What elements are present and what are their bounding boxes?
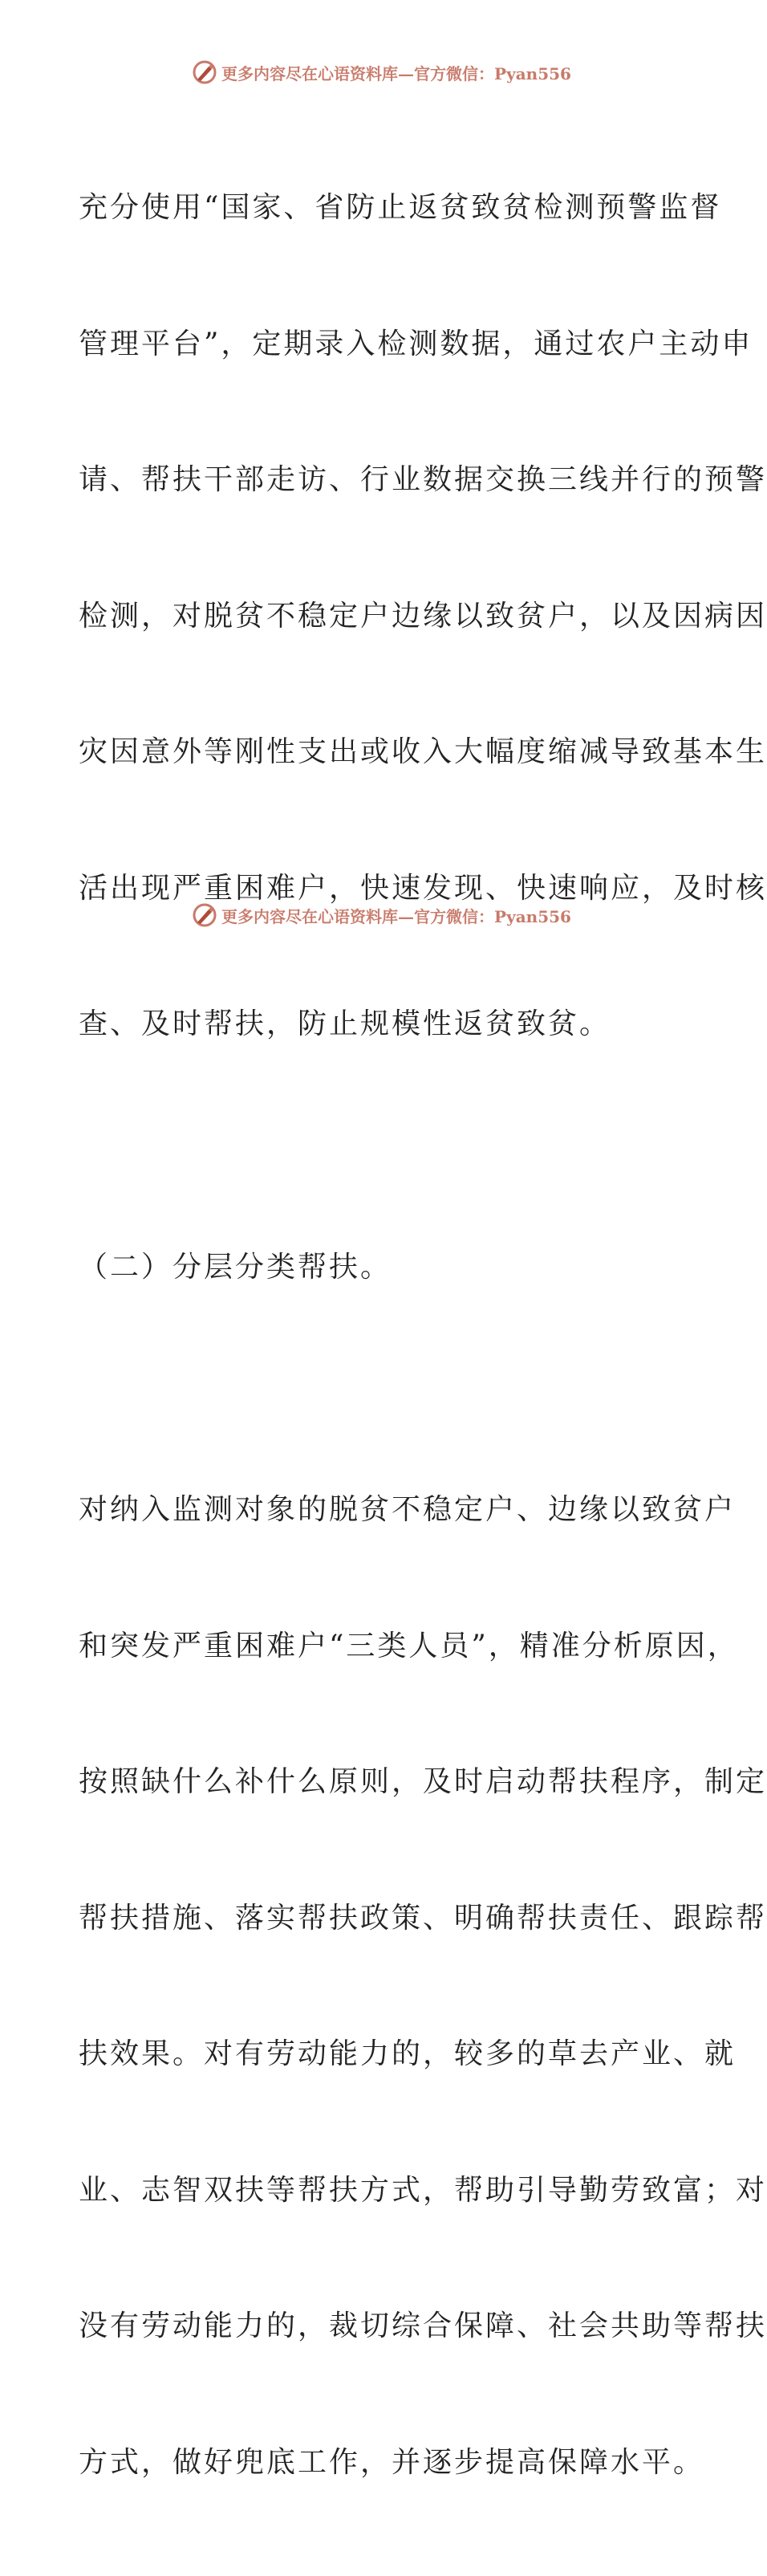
text-line: 扶效果。对有劳动能力的，较多的草去产业、就 bbox=[79, 2037, 737, 2070]
text-line: 对纳入监测对象的脱贫不稳定户、边缘以致贫户 bbox=[79, 1493, 737, 1526]
section-heading bbox=[79, 1154, 688, 1382]
text-line: 灾因意外等刚性支出或收入大幅度缩减导致基本生 bbox=[79, 735, 767, 768]
text-line: 管理平台”，定期录入检测数据，通过农户主动申 bbox=[79, 327, 753, 360]
text-line: 方式，做好兜底工作，并逐步提高保障水平。 bbox=[79, 2445, 705, 2479]
footer-banner-text: 更多内容尽在心语资料库—官方微信：Pyan556 bbox=[221, 906, 571, 926]
text-line: 活出现严重困难户，快速发现、快速响应，及时核 bbox=[79, 871, 767, 905]
text-line: 帮扶措施、落实帮扶政策、明确帮扶责任、跟踪帮 bbox=[79, 1901, 767, 1935]
header-banner bbox=[0, 56, 762, 88]
pen-logo-icon bbox=[191, 59, 218, 86]
footer-banner bbox=[0, 899, 762, 931]
text-line: 和突发严重困难户“三类人员”，精准分析原因， bbox=[79, 1629, 739, 1662]
text-line: 按照缺什么补什么原则，及时启动帮扶程序，制定 bbox=[79, 1765, 767, 1798]
paragraph-assistance bbox=[79, 1397, 767, 2576]
text-line: 业、志智双扶等帮扶方式，帮助引导勤劳致富；对 bbox=[79, 2173, 767, 2207]
header-banner-text: 更多内容尽在心语资料库—官方微信：Pyan556 bbox=[221, 63, 571, 83]
paragraph-monitoring bbox=[79, 95, 767, 1138]
heading-text: （二）分层分类帮扶。 bbox=[79, 1250, 392, 1284]
text-line: 查、及时帮扶，防止规模性返贫致贫。 bbox=[79, 1007, 611, 1040]
text-line: 请、帮扶干部走访、行业数据交换三线并行的预警 bbox=[79, 463, 767, 496]
pen-logo-icon bbox=[191, 901, 218, 929]
document-body bbox=[79, 95, 767, 2576]
text-line: 检测，对脱贫不稳定户边缘以致贫户，以及因病因 bbox=[79, 599, 767, 633]
text-line: 充分使用“国家、省防止返贫致贫检测预警监督 bbox=[79, 191, 722, 224]
text-line: 没有劳动能力的，裁切综合保障、社会共助等帮扶 bbox=[79, 2309, 767, 2342]
